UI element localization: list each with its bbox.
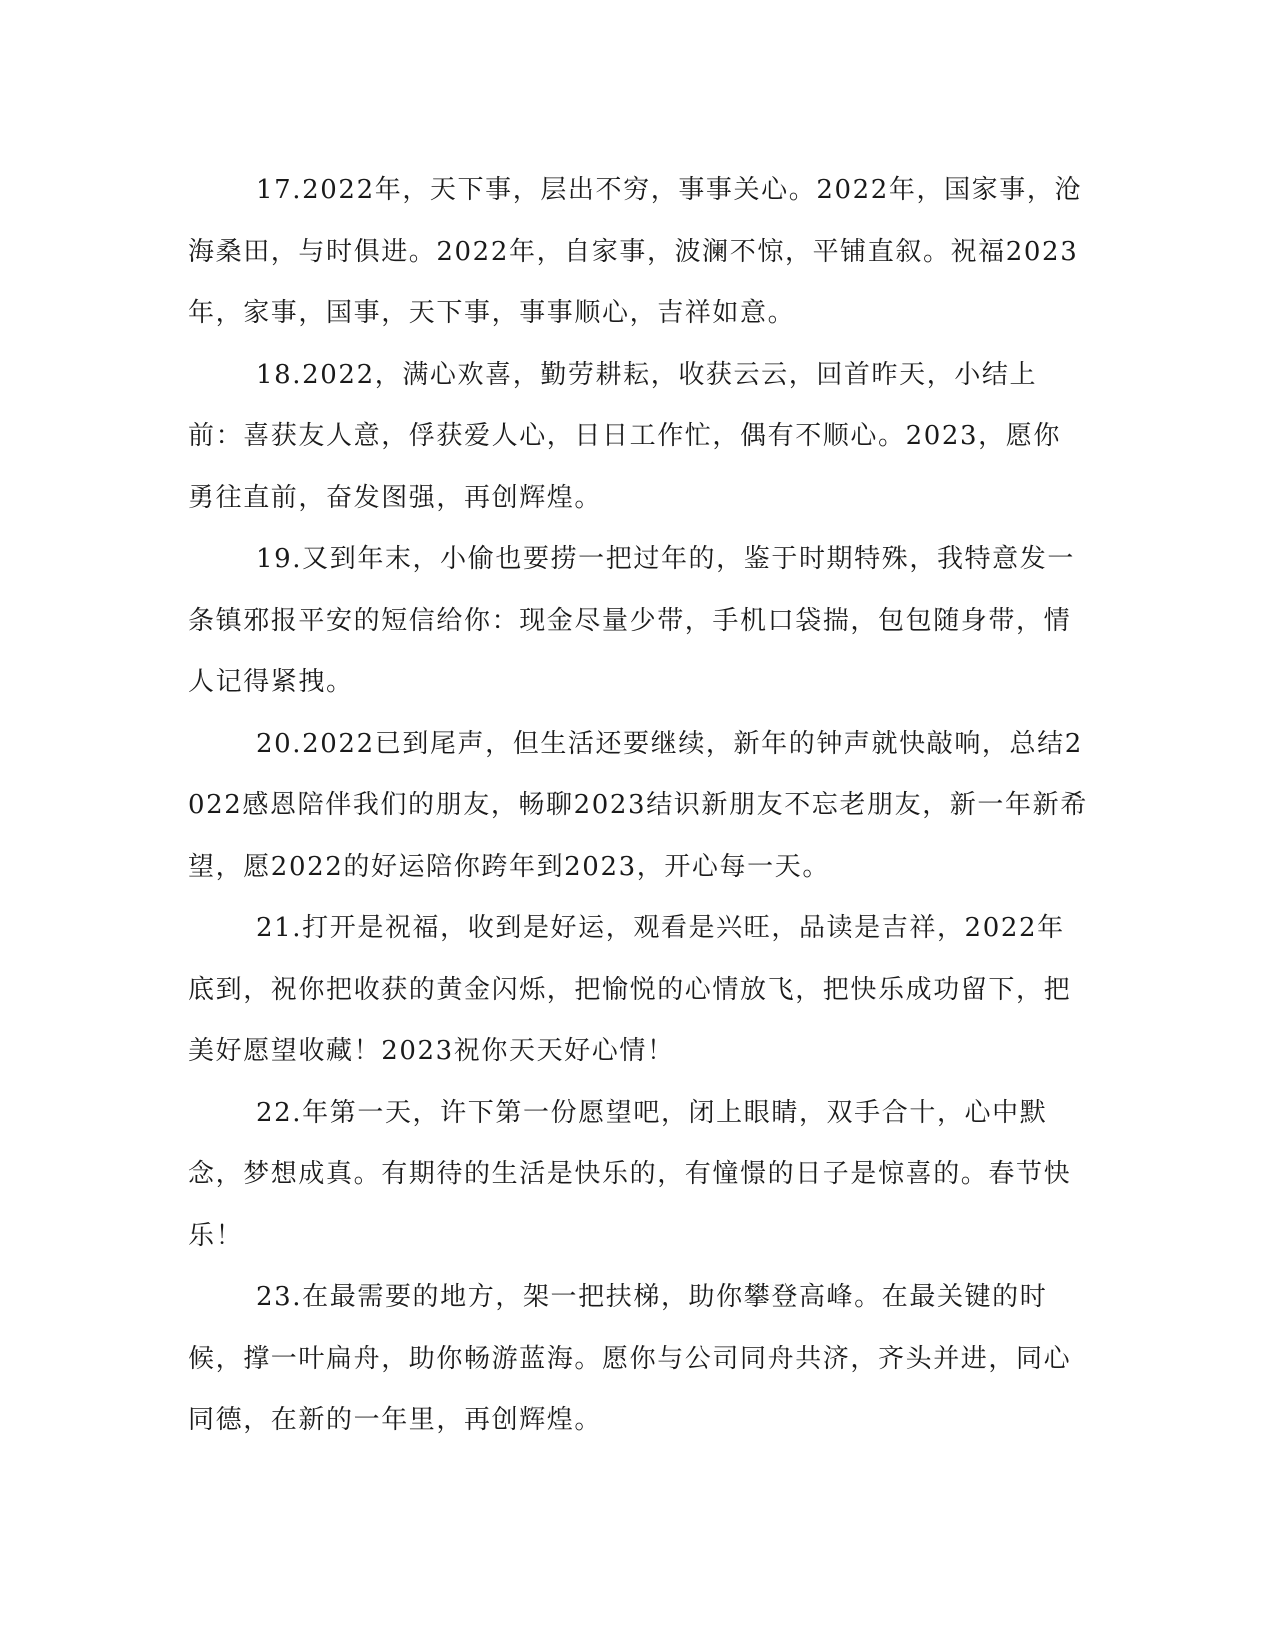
paragraph-17: 17.2022年，天下事，层出不穷，事事关心。2022年，国家事，沧海桑田，与时俱进。2022年，自家事，波澜不惊，平铺直叙。祝福2023年，家事，国事，天下事，事事顺心，吉祥如意。 xyxy=(188,175,1083,328)
paragraph-23: 23.在最需要的地方，架一把扶梯，助你攀登高峰。在最关键的时候，撑一叶扁舟，助你畅游蓝海。愿你与公司同舟共济，齐头并进，同心同德，在新的一年里，再创辉煌。 xyxy=(188,1282,1072,1435)
paragraph-20: 20.2022已到尾声，但生活还要继续，新年的钟声就快敲响，总结2022感恩陪伴我们的朋友，畅聊2023结识新朋友不忘老朋友，新一年新希望，愿2022的好运陪你跨年到2023，开心每一天。 xyxy=(188,728,1088,882)
paragraph-18: 18.2022，满心欢喜，勤劳耕耘，收获云云，回首昨天，小结上前：喜获友人意，俘获爱人心，日日工作忙，偶有不顺心。2023，愿你勇往直前，奋发图强，再创辉煌。 xyxy=(188,359,1061,513)
paragraph-19: 19.又到年末，小偷也要捞一把过年的，鉴于时期特殊，我特意发一条镇邪报平安的短信给你：现金尽量少带，手机口袋揣，包包随身带，情人记得紧拽。 xyxy=(188,544,1075,697)
paragraph-22: 22.年第一天，许下第一份愿望吧，闭上眼睛，双手合十，心中默念，梦想成真。有期待的生活是快乐的，有憧憬的日子是惊喜的。春节快乐！ xyxy=(188,1097,1072,1251)
document-body xyxy=(188,160,1088,1452)
paragraph-21: 21.打开是祝福，收到是好运，观看是兴旺，品读是吉祥，2022年底到，祝你把收获的黄金闪烁，把愉悦的心情放飞，把快乐成功留下，把美好愿望收藏！2023祝你天天好心情！ xyxy=(188,913,1072,1066)
